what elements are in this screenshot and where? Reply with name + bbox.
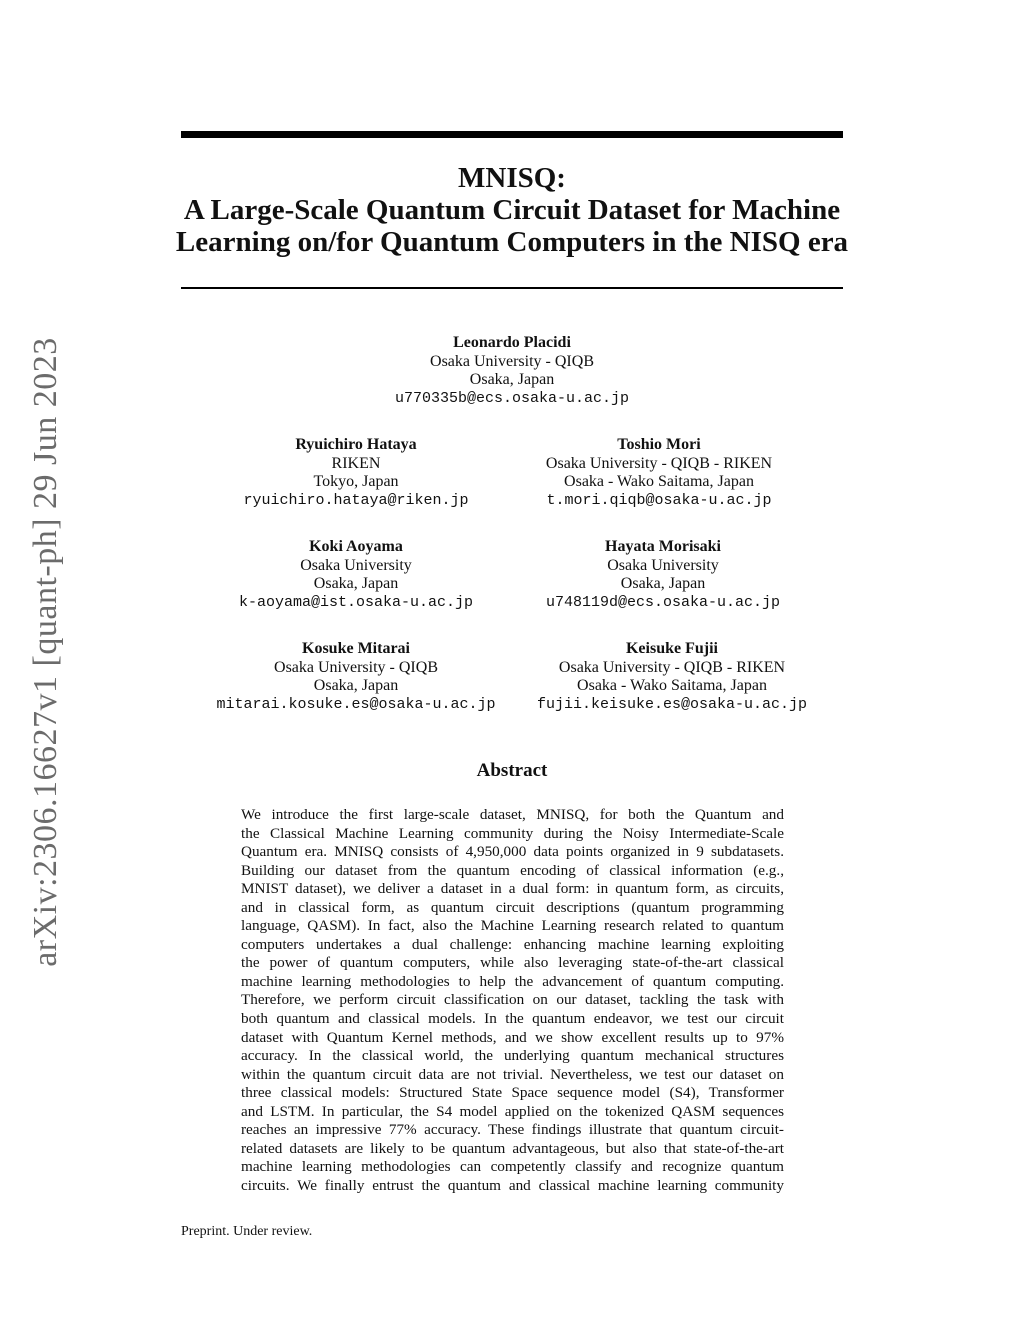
author-email: ryuichiro.hataya@riken.jp	[243, 491, 469, 509]
paper-title	[150, 162, 874, 258]
title-line: Learning on/for Quantum Computers in the NISQ era	[175, 226, 849, 258]
author-location: Tokyo, Japan	[313, 473, 399, 490]
abstract-line: MNIST dataset), we deliver a dataset in a dual form: in quantum form, as circuits,	[241, 880, 784, 898]
author-name: Hayata Morisaki	[605, 538, 721, 555]
title-line: A Large-Scale Quantum Circuit Dataset for Machine	[183, 194, 841, 226]
author-block	[352, 334, 672, 408]
author-name: Toshio Mori	[617, 436, 701, 453]
abstract-line: We introduce the first large-scale dataset, MNISQ, for both the Quantum and	[241, 806, 784, 823]
abstract-line: three classical models: Structured State Space sequence model (S4), Transformer	[241, 1084, 784, 1102]
title-line: MNISQ:	[458, 162, 566, 194]
author-name: Kosuke Mitarai	[302, 640, 410, 657]
abstract-line: and LSTM. In particular, the S4 model applied on the tokenized QASM sequences	[241, 1102, 784, 1120]
abstract-line: machine learning methodologies can competently classify and recognize quantum	[241, 1158, 784, 1176]
abstract-line: both quantum and classical models. In the quantum endeavor, we test our circuit	[241, 1010, 784, 1028]
author-block	[196, 640, 516, 714]
author-name: Keisuke Fujii	[625, 640, 718, 657]
abstract-line: computers undertakes a dual challenge: enhancing machine learning exploiting	[241, 935, 784, 953]
author-block	[499, 436, 819, 510]
author-block	[196, 436, 516, 510]
author-email: mitarai.kosuke.es@osaka-u.ac.jp	[216, 695, 496, 713]
author-affiliation: Osaka University - QIQB - RIKEN	[545, 454, 773, 472]
abstract-line: Quantum era. MNISQ consists of 4,950,000 data points organized in 9 subdatasets.	[241, 843, 784, 861]
author-location: Osaka, Japan	[469, 371, 555, 388]
abstract-line: within the quantum circuit data are not trivial. Nevertheless, we test our dataset on	[241, 1065, 784, 1083]
author-location: Osaka, Japan	[313, 677, 399, 694]
author-affiliation: Osaka University	[607, 556, 719, 574]
author-email: u748119d@ecs.osaka-u.ac.jp	[545, 593, 781, 611]
arxiv-identifier-stamp: arXiv:2306.16627v1 [quant-ph] 29 Jun 2023	[27, 337, 64, 967]
author-affiliation: Osaka University - QIQB - RIKEN	[558, 658, 786, 676]
abstract-line: reaches an impressive 77% accuracy. These findings illustrate that quantum circuit-	[241, 1121, 784, 1139]
abstract-line: accuracy. In the classical world, the underlying quantum mechanical structures	[241, 1047, 784, 1065]
abstract-line: related datasets are likely to be quantum advantageous, but also that state-of-the-art	[241, 1139, 784, 1157]
author-block	[512, 640, 832, 714]
author-affiliation: Osaka University	[300, 556, 412, 574]
author-affiliation: Osaka University - QIQB	[430, 352, 594, 370]
title-bottom-rule	[181, 287, 843, 289]
abstract-heading: Abstract	[476, 760, 548, 781]
author-email: fujii.keisuke.es@osaka-u.ac.jp	[536, 695, 808, 713]
author-email: k-aoyama@ist.osaka-u.ac.jp	[238, 593, 474, 611]
author-email: t.mori.qiqb@osaka-u.ac.jp	[546, 491, 772, 509]
abstract-line: circuits. We finally entrust the quantum and classical machine learning community	[241, 1176, 784, 1194]
author-block	[503, 538, 823, 612]
author-location: Osaka - Wako Saitama, Japan	[564, 473, 754, 490]
title-top-rule	[181, 131, 843, 138]
preprint-footnote: Preprint. Under review.	[181, 1224, 313, 1239]
author-name: Ryuichiro Hataya	[295, 436, 417, 453]
author-location: Osaka - Wako Saitama, Japan	[577, 677, 767, 694]
author-email: u770335b@ecs.osaka-u.ac.jp	[394, 389, 630, 407]
abstract-line: Building our dataset from the quantum encoding of classical information (e.g.,	[241, 861, 784, 879]
author-name: Koki Aoyama	[309, 538, 403, 555]
abstract-line: machine learning methodologies to help the advancement of quantum computing.	[241, 972, 784, 990]
author-block	[196, 538, 516, 612]
abstract-line: language, QASM). In fact, also the Machine Learning research related to quantum	[241, 917, 784, 935]
abstract-line: dataset with Quantum Kernel methods, and we show excellent results up to 97%	[241, 1028, 784, 1046]
author-location: Osaka, Japan	[620, 575, 706, 592]
author-location: Osaka, Japan	[313, 575, 399, 592]
author-name: Leonardo Placidi	[453, 334, 571, 351]
author-affiliation: Osaka University - QIQB	[274, 658, 438, 676]
author-affiliation: RIKEN	[331, 454, 381, 472]
abstract-line: the power of quantum computers, while also leveraging state-of-the-art classical	[241, 954, 784, 972]
abstract-line: and in classical form, as quantum circuit descriptions (quantum programming	[241, 898, 784, 916]
abstract-line: Therefore, we perform circuit classification on our dataset, tackling the task with	[241, 991, 784, 1009]
abstract-body	[241, 806, 784, 1195]
abstract-line: the Classical Machine Learning community during the Noisy Intermediate-Scale	[241, 824, 784, 842]
